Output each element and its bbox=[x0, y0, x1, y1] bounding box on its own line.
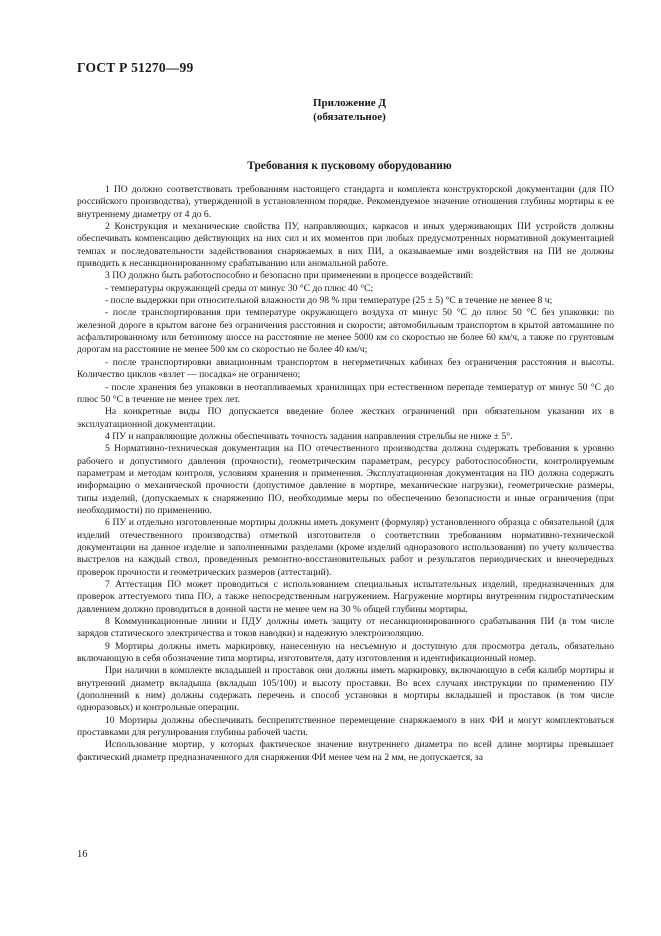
paragraph-5: 5 Нормативно-техническая документация на ПО отечественного производства должна содержать требования к уровню рабочего и допустимого давления (прочности), геометрическим параметрам, ресурсу работоспособности, контролируемым параметрам и методам контроля, условиям хранения и применения. Эксплуатационная документация на ПО должна содержать информацию о механической прочности (допустимое давление в мортире, механические нагрузки), геометрические размеры, типы изделий, (допускаемых к снаряжению ПО, необходимые меры по обеспечению безопасности и иные ограничения (при необходимости) по применению. bbox=[77, 443, 614, 516]
paragraph-4: 4 ПУ и направляющие должны обеспечивать точность задания направления стрельбы не ниже ± 5°. bbox=[105, 430, 513, 442]
paragraph-7: 7 Аттестация ПО может проводиться с использованием специальных испытательных изделий, предназначенных для проверок аттестуемого типа ПО, а также непосредственным нагружением. Нагружение мортиры внутренним гидростатическим давлением должно проводиться в донной части не менее чем на 30 % общей глубины мортиры. bbox=[77, 579, 614, 615]
appendix-title: Приложение Д bbox=[313, 97, 386, 109]
paragraph-2: 2 Конструкция и механические свойства ПУ, направляющих, каркасов и иных удерживающих ПИ устройств должны обеспечивать компенсацию действующих на них сил и их моментов при любых предусмотренных нормативной документацией темпах и последовательности задействования снаряжаемых в них ПИ, а оказываемые ими воздействия на ПИ не должны приводить к несанкционированному срабатыванию или аномальной работе. bbox=[77, 221, 614, 270]
list-item-air-transport: - после транспортировки авиационным транспортом в негерметичных кабинах без ограничения расстояния и высоты. Количество циклов «взлет — посадка» не ограничено; bbox=[77, 356, 614, 381]
paragraph-3-note: На конкретные виды ПО допускается введение более жестких ограничений при обязательном указании их в эксплуатационной документации. bbox=[77, 406, 614, 430]
paragraph-9: 9 Мортиры должны иметь маркировку, нанесенную на несъемную и доступную для просмотра деталь, обязательно включающую в себя обозначение типа мортиры, изготовителя, дату изготовления и идентификационный номер. bbox=[77, 640, 614, 665]
paragraph-10: 10 Мортиры должны обеспечивать беспрепятственное перемещение снаряжаемого в них ФИ и могут комплектоваться проставками для регулирования глубины рабочей части. bbox=[77, 714, 614, 739]
paragraph-9-note: При наличии в комплекте вкладышей и проставок они должны иметь маркировку, включающую в себя калибр мортиры и внутренний диаметр вкладыша (вкладыш 105/100) и высоту проставки. Во всех случаях инструкции по применению ПУ (дополнений к ним) должны содержать перечень и способ установки в мортиры вкладышей и проставок (в том числе одноразовых) и контрольные операции. bbox=[77, 665, 614, 714]
paragraph-10-note: Использование мортир, у которых фактическое значение внутреннего диаметра по всей длине мортиры превышает фактический диаметр предназначенного для снаряжения ФИ менее чем на 2 мм, не допускается, за bbox=[77, 739, 614, 763]
document-body bbox=[77, 184, 614, 764]
document-header: ГОСТ Р 51270—99 bbox=[77, 60, 194, 75]
section-title: Требования к пусковому оборудованию bbox=[247, 160, 452, 172]
page-number: 16 bbox=[77, 849, 88, 860]
paragraph-6: 6 ПУ и отдельно изготовленные мортиры должны иметь документ (формуляр) установленного образца с обязательной (для изделий отечественного производства) отметкой изготовителя о соответствии требованиям нормативно-технической документации на данное изделие и заполненными разделами (кроме изделий одноразового использования) по учету количества выстрелов на каждый ствол, проведенных ремонтно-восстановительных работ и результатов периодических и внеочередных проверок прочности и геометрических размеров (аттестаций). bbox=[77, 517, 614, 578]
list-item-storage: - после хранения без упаковки в неотапливаемых хранилищах при естественном перепаде температур от минус 50 °С до плюс 50 °С в течение не менее трех лет. bbox=[77, 381, 614, 405]
appendix-heading bbox=[0, 96, 661, 124]
list-item-humidity: - после выдержки при относительной влажности до 98 % при температуре (25 ± 5) °С в течение не менее 8 ч; bbox=[105, 295, 553, 307]
paragraph-1: 1 ПО должно соответствовать требованиям настоящего стандарта и комплекта конструкторской документации (для ПО российского производства), утвержденной в установленном порядке. Рекомендуемое значение отношения глубины мортиры к ее внутреннему диаметру от 4 до 6. bbox=[77, 184, 614, 220]
appendix-status: (обязательное) bbox=[313, 111, 386, 123]
paragraph-8: 8 Коммуникационные линии и ПДУ должны иметь защиту от несанкционированного срабатывания ПИ (в том числе зарядов статического электричества и токов наводки) и надежную электроизоляцию. bbox=[77, 616, 614, 640]
list-item-transport: - после транспортирования при температуре окружающего воздуха от минус 50 °С до плюс 50 °С без упаковки: по железной дороге в крытом вагоне без ограничения расстояния и скорости; автомобильным транспортом в крытой автомашине по асфальтированному или бетонному шоссе на расстояние не менее 5000 км со скоростью не более 60 км/ч, а также по грунтовым дорогам на расстояние не менее 500 км со скоростью не более 40 км/ч; bbox=[77, 307, 614, 356]
list-item-temperature: - температуры окружающей среды от минус 30 °С до плюс 40 °С; bbox=[105, 282, 374, 294]
paragraph-3: 3 ПО должно быть работоспособно и безопасно при применении в процессе воздействий: bbox=[105, 270, 474, 282]
